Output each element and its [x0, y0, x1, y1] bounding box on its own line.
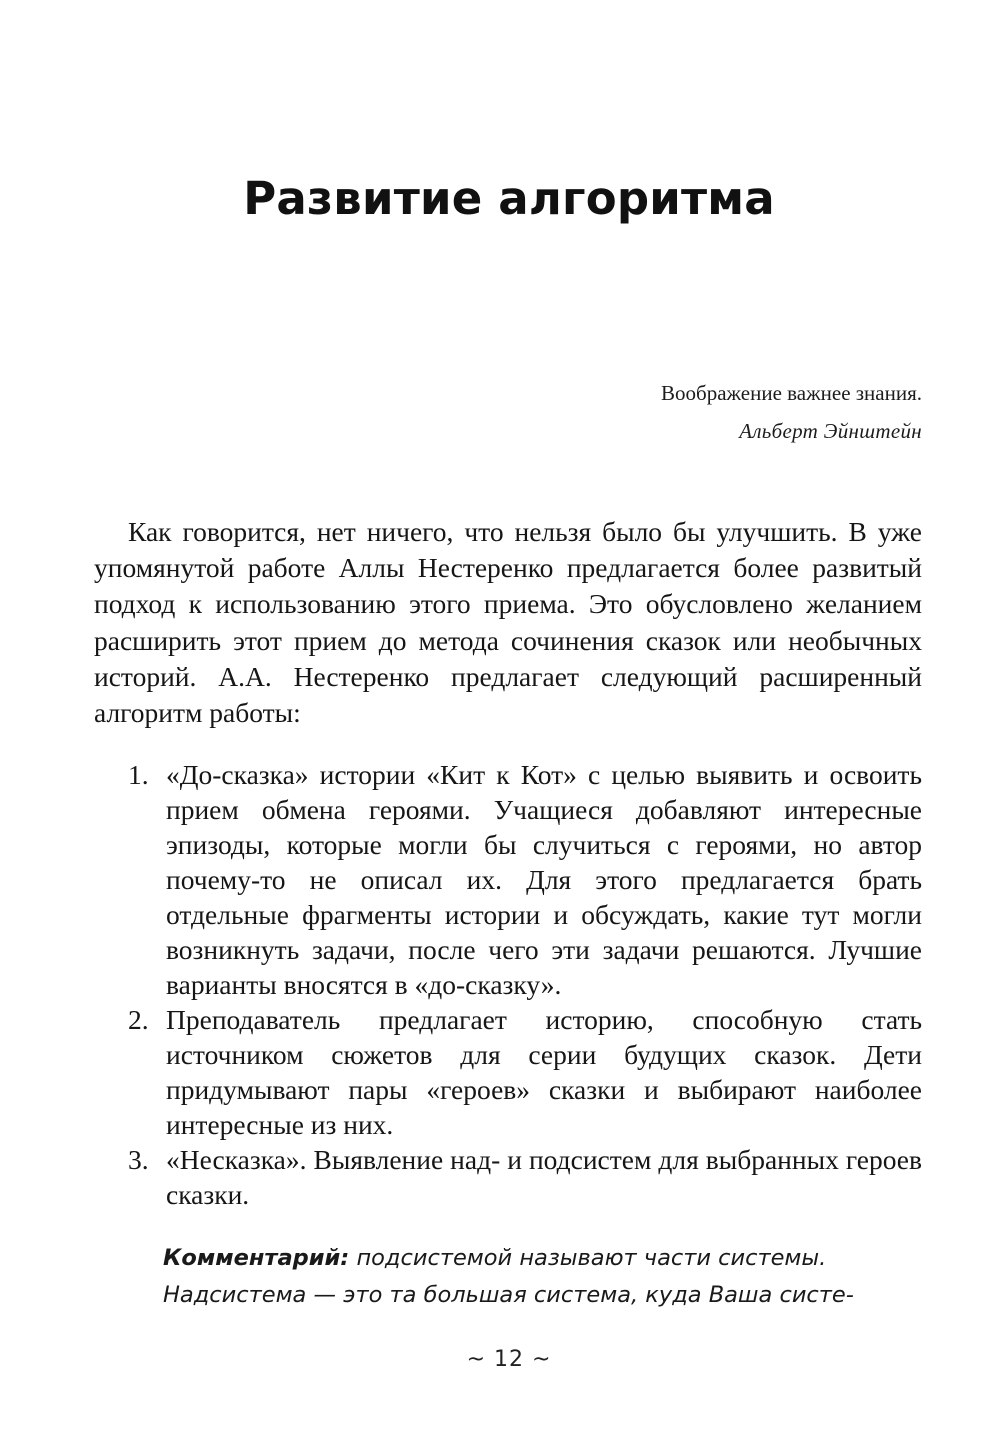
list-item — [94, 1142, 922, 1212]
comment-label: Комментарий: — [163, 1245, 350, 1271]
step-number: 1. — [128, 759, 149, 790]
intro-section — [94, 514, 922, 731]
epigraph — [661, 374, 922, 450]
step-text: «До-сказка» истории «Кит к Кот» с целью выявить и освоить прием обмена героями. Учащиеся добавляют интересные эпизоды, которые могли бы случиться с героями, но автор почему-то не описал их. Для этого предлагается брать отдельные фрагменты истории и обсуждать, какие тут могли возникнуть задачи, после чего эти задачи решаются. Лучшие варианты вносятся в «до-сказку». — [166, 759, 922, 1000]
list-item — [94, 757, 922, 1002]
step-number: 2. — [128, 1004, 149, 1035]
step-text: Преподаватель предлагает историю, способную стать источником сюжетов для серии будущих сказок. Дети придумывают пары «героев» сказки и выбирают наиболее интересные из них. — [166, 1004, 922, 1140]
epigraph-author: Альберт Эйнштейн — [739, 419, 922, 443]
step-text: «Несказка». Выявление над- и подсистем для выбранных героев сказки. — [166, 1144, 922, 1210]
step-number: 3. — [128, 1144, 149, 1175]
algorithm-steps-list — [94, 757, 922, 1212]
epigraph-quote: Воображение важнее знания. — [661, 381, 922, 405]
comment-block — [163, 1240, 883, 1314]
intro-paragraph: Как говорится, нет ничего, что нельзя было бы улучшить. В уже упомянутой работе Аллы Нестеренко предлагается более развитый подход к использованию этого приема. Это обусловлено желанием расширить этот прием до метода сочинения сказок или необычных историй. А.А. Нестеренко предлагает следующий расширенный алгоритм работы: — [94, 516, 922, 729]
comment-text: подсистемой называют части системы. Надсистема — это та большая система, куда Ваша систе- — [163, 1245, 854, 1308]
page-number: ~ 12 ~ — [466, 1347, 552, 1372]
chapter-title: Развитие алгоритма — [243, 172, 775, 225]
list-item — [94, 1002, 922, 1142]
